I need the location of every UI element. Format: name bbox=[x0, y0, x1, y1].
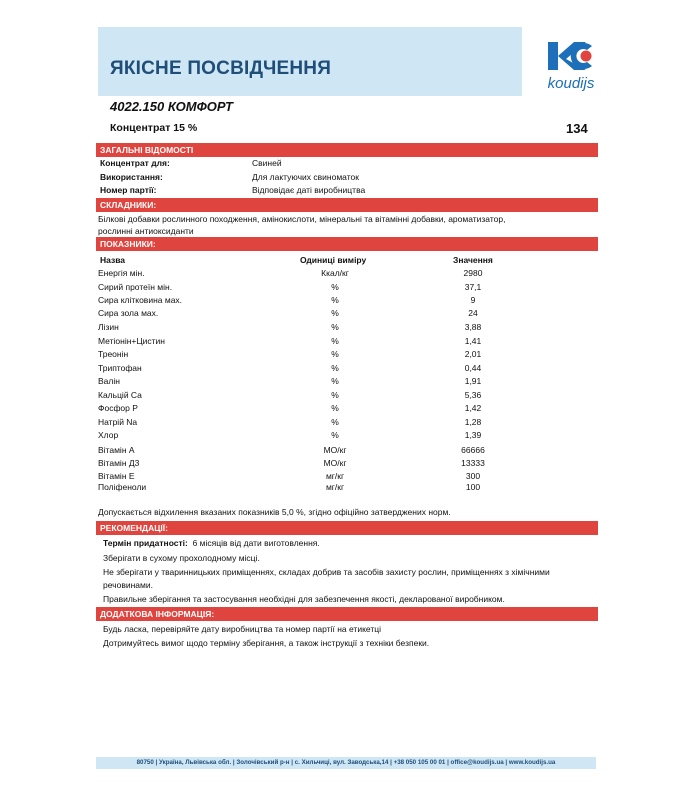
indicator-unit: Ккал/кг bbox=[321, 268, 349, 278]
indicator-value: 100 bbox=[465, 482, 481, 492]
indicator-name: Фосфор Р bbox=[98, 403, 138, 413]
indicator-value: 13333 bbox=[461, 458, 485, 468]
col-header-value: Значення bbox=[453, 255, 493, 265]
col-header-name: Назва bbox=[100, 255, 126, 265]
indicator-value: 37,1 bbox=[464, 282, 482, 292]
indicator-value: 1,91 bbox=[464, 376, 482, 386]
logo-red-dot bbox=[581, 51, 592, 62]
indicator-name: Сира зола мах. bbox=[98, 308, 159, 318]
section-ingredients: СКЛАДНИКИ: bbox=[96, 198, 598, 212]
indicator-name: Натрій Na bbox=[98, 417, 138, 427]
indicator-unit: % bbox=[331, 336, 339, 346]
section-general: ЗАГАЛЬНІ ВІДОМОСТІ bbox=[96, 143, 598, 157]
indicator-unit: % bbox=[331, 376, 339, 386]
indicator-name: Хлор bbox=[98, 430, 119, 440]
general-value: Свиней bbox=[252, 158, 282, 168]
indicator-name: Триптофан bbox=[98, 363, 142, 373]
indicator-value: 1,42 bbox=[464, 403, 482, 413]
indicator-unit: % bbox=[331, 295, 339, 305]
recommendation-line: Правильне зберігання та застосування необхідні для забезпечення якості, декларованої виробником. bbox=[103, 594, 505, 604]
indicator-unit: % bbox=[331, 403, 339, 413]
section-recommendations: РЕКОМЕНДАЦІЇ: bbox=[96, 521, 598, 535]
shelf-life-label: Термін придатності: bbox=[103, 538, 188, 548]
general-label: Використання: bbox=[100, 172, 163, 182]
indicator-unit: МО/кг bbox=[323, 458, 347, 468]
shelf-life-value: 6 місяців від дати виготовлення. bbox=[192, 538, 320, 548]
ingredients-line: рослинні антиоксиданти bbox=[98, 226, 194, 236]
indicator-unit: мг/кг bbox=[325, 482, 345, 492]
indicator-unit: % bbox=[331, 430, 339, 440]
product-name: 4022.150 КОМФОРТ bbox=[110, 99, 233, 114]
indicator-unit: % bbox=[331, 308, 339, 318]
general-label: Номер партії: bbox=[100, 185, 157, 195]
indicator-value: 1,41 bbox=[464, 336, 482, 346]
indicator-value: 24 bbox=[468, 308, 478, 318]
indicator-unit: мг/кг bbox=[325, 471, 345, 481]
section-additional: ДОДАТКОВА ІНФОРМАЦІЯ: bbox=[96, 607, 598, 621]
indicator-name: Треонін bbox=[98, 349, 129, 359]
indicator-value: 2980 bbox=[463, 268, 483, 278]
indicator-name: Кальцій Са bbox=[98, 390, 142, 400]
recommendation-line: речовинами. bbox=[103, 580, 153, 590]
indicator-value: 9 bbox=[470, 295, 476, 305]
indicator-name: Вітамін Д3 bbox=[98, 458, 140, 468]
indicator-unit: % bbox=[331, 322, 339, 332]
indicator-unit: % bbox=[331, 363, 339, 373]
product-code: 134 bbox=[566, 121, 588, 136]
indicator-name: Валін bbox=[98, 376, 120, 386]
indicator-name: Поліфеноли bbox=[98, 482, 147, 492]
indicator-name: Енергія мін. bbox=[98, 268, 145, 278]
indicator-unit: % bbox=[331, 349, 339, 359]
indicator-value: 300 bbox=[465, 471, 481, 481]
koudijs-logo bbox=[540, 40, 602, 92]
indicator-value: 3,88 bbox=[464, 322, 482, 332]
col-header-unit: Одиниці виміру bbox=[300, 255, 367, 265]
additional-line: Будь ласка, перевіряйте дату виробництва та номер партії на етикетці bbox=[103, 624, 381, 634]
indicator-unit: % bbox=[331, 390, 339, 400]
indicator-name: Лізин bbox=[98, 322, 119, 332]
product-subtitle: Концентрат 15 % bbox=[110, 122, 198, 134]
indicator-value: 0,44 bbox=[464, 363, 482, 373]
logo-k-left bbox=[548, 42, 558, 70]
indicator-name: Сирий протеїн мін. bbox=[98, 282, 173, 292]
document-title: ЯКІСНЕ ПОСВІДЧЕННЯ bbox=[110, 58, 332, 79]
general-value: Відповідає даті виробництва bbox=[252, 185, 366, 195]
recommendation-line: Зберігати в сухому прохолодному місці. bbox=[103, 553, 260, 563]
ingredients-line: Білкові добавки рослинного походження, амінокислоти, мінеральні та вітамінні добавки, ароматизатор, bbox=[98, 214, 506, 224]
indicator-name: Метіонін+Цистин bbox=[98, 336, 165, 346]
indicator-value: 1,28 bbox=[464, 417, 482, 427]
recommendation-line: Не зберігати у тваринницьких приміщеннях, складах добрив та засобів захисту рослин, приміщеннях з хімічними bbox=[103, 567, 550, 577]
logo-wordmark: koudijs bbox=[547, 75, 595, 92]
indicator-value: 2,01 bbox=[464, 349, 482, 359]
indicator-value: 5,36 bbox=[464, 390, 482, 400]
indicator-unit: % bbox=[331, 417, 339, 427]
additional-line: Дотримуйтесь вимог щодо терміну зберігання, а також інструкції з техніки безпеки. bbox=[103, 638, 430, 648]
section-indicators: ПОКАЗНИКИ: bbox=[96, 237, 598, 251]
indicator-unit: % bbox=[331, 282, 339, 292]
indicator-name: Сира клітковина мах. bbox=[98, 295, 183, 305]
indicator-value: 1,39 bbox=[464, 430, 482, 440]
indicator-unit: МО/кг bbox=[323, 445, 347, 455]
indicator-value: 66666 bbox=[461, 445, 485, 455]
tolerance-note: Допускається відхилення вказаних показників 5,0 %, згідно офіційно затверджених норм. bbox=[98, 507, 451, 517]
general-value: Для лактуючих свиноматок bbox=[252, 172, 359, 182]
indicator-name: Вітамін А bbox=[98, 445, 135, 455]
indicator-name: Вітамін Е bbox=[98, 471, 135, 481]
general-label: Концентрат для: bbox=[100, 158, 170, 168]
footer-contacts: 80750 | Україна, Львівська обл. | Золочівський р-н | с. Хильчиці, вул. Заводська,14 | +38 050 105 00 01 | office@koudijs.ua | www.koudijs.ua bbox=[96, 757, 596, 769]
shelf-life-line bbox=[103, 538, 320, 549]
